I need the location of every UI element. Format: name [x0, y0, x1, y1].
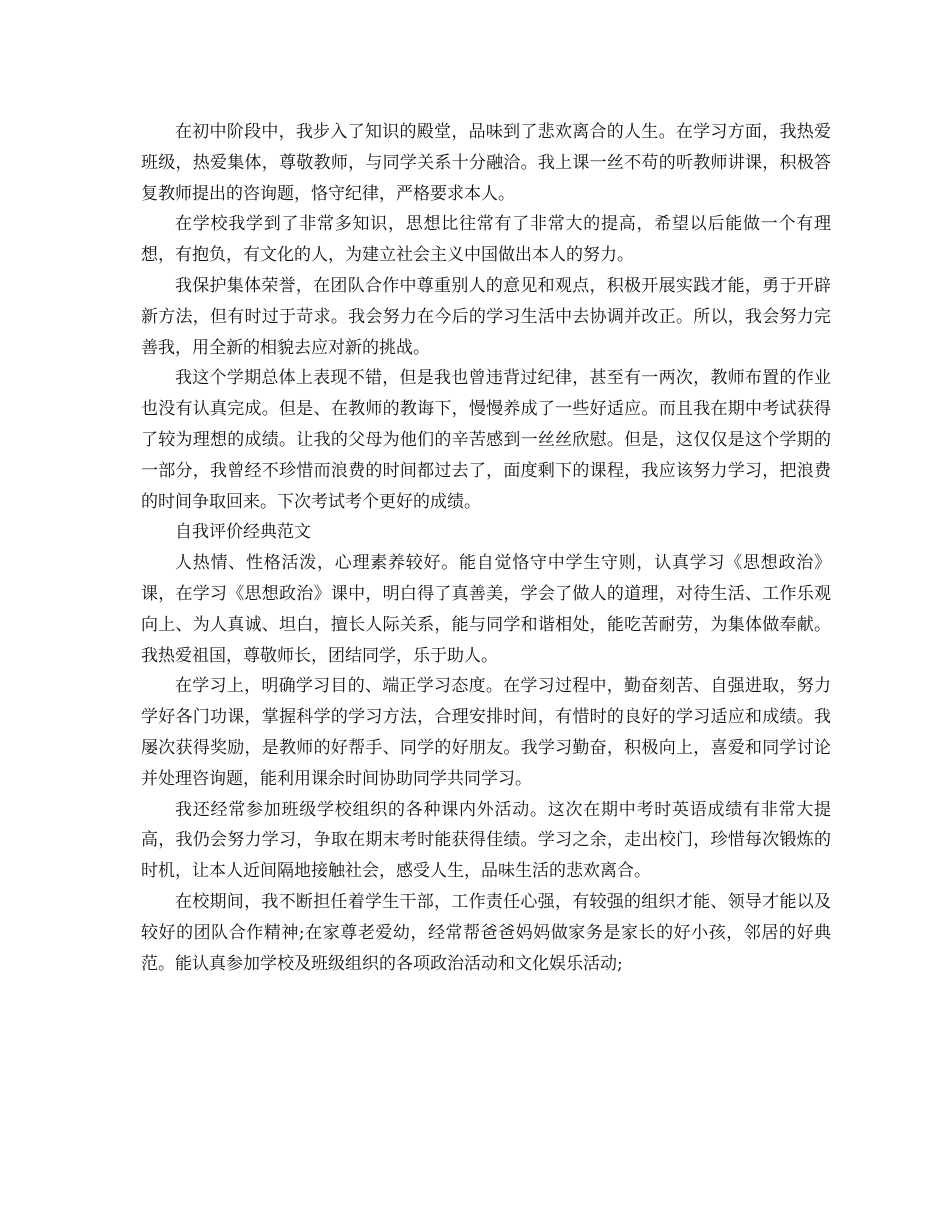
section-heading: 自我评价经典范文 [175, 522, 311, 543]
section-paragraph-3: 我还经常参加班级学校组织的各种课内外活动。这次在期中考时英语成绩有非常大提高，我仍会努力学习，争取在期末考时能获得佳绩。学习之余，走出校门，珍惜每次锻炼的时机，让本人近间隔地接触社会，感受人生，品味生活的悲欢离合。 [141, 799, 831, 882]
paragraph-3: 我保护集体荣誉，在团队合作中尊重别人的意见和观点，积极开展实践才能，勇于开辟新方法，但有时过于苛求。我会努力在今后的学习生活中去协调并改正。所以，我会努力完善我，用全新的相貌去应对新的挑战。 [141, 275, 831, 358]
section-paragraph-1: 人热情、性格活泼，心理素养较好。能自觉恪守中学生守则，认真学习《思想政治》课，在学习《思想政治》课中，明白得了真善美，学会了做人的道理，对待生活、工作乐观向上、为人真诚、坦白，擅长人际关系，能与同学和谐相处，能吃苦耐劳，为集体做奉献。我热爱祖国，尊敬师长，团结同学，乐于助人。 [141, 553, 831, 666]
paragraph-2: 在学校我学到了非常多知识，思想比往常有了非常大的提高，希望以后能做一个有理想，有抱负，有文化的人，为建立社会主义中国做出本人的努力。 [141, 214, 831, 266]
section-paragraph-4: 在校期间，我不断担任着学生干部，工作责任心强，有较强的组织才能、领导才能以及较好的团队合作精神;在家尊老爱幼，经常帮爸爸妈妈做家务是家长的好小孩，邻居的好典范。能认真参加学校及班级组织的各项政治活动和文化娱乐活动; [141, 891, 831, 974]
document-body [141, 117, 831, 979]
section-paragraph-2: 在学习上，明确学习目的、端正学习态度。在学习过程中，勤奋刻苦、自强进取，努力学好各门功课，掌握科学的学习方法，合理安排时间，有惜时的良好的学习适应和成绩。我屡次获得奖励，是教师的好帮手、同学的好朋友。我学习勤奋，积极向上，喜爱和同学讨论并处理咨询题，能利用课余时间协助同学共同学习。 [141, 676, 831, 789]
paragraph-4: 我这个学期总体上表现不错，但是我也曾违背过纪律，甚至有一两次，教师布置的作业也没有认真完成。但是、在教师的教诲下，慢慢养成了一些好适应。而且我在期中考试获得了较为理想的成绩。让我的父母为他们的辛苦感到一丝丝欣慰。但是，这仅仅是这个学期的一部分，我曾经不珍惜而浪费的时间都过去了，面度剩下的课程，我应该努力学习，把浪费的时间争取回来。下次考试考个更好的成绩。 [141, 368, 831, 512]
paragraph-1: 在初中阶段中，我步入了知识的殿堂，品味到了悲欢离合的人生。在学习方面，我热爱班级，热爱集体，尊敬教师，与同学关系十分融洽。我上课一丝不苟的听教师讲课，积极答复教师提出的咨询题，恪守纪律，严格要求本人。 [141, 122, 831, 204]
